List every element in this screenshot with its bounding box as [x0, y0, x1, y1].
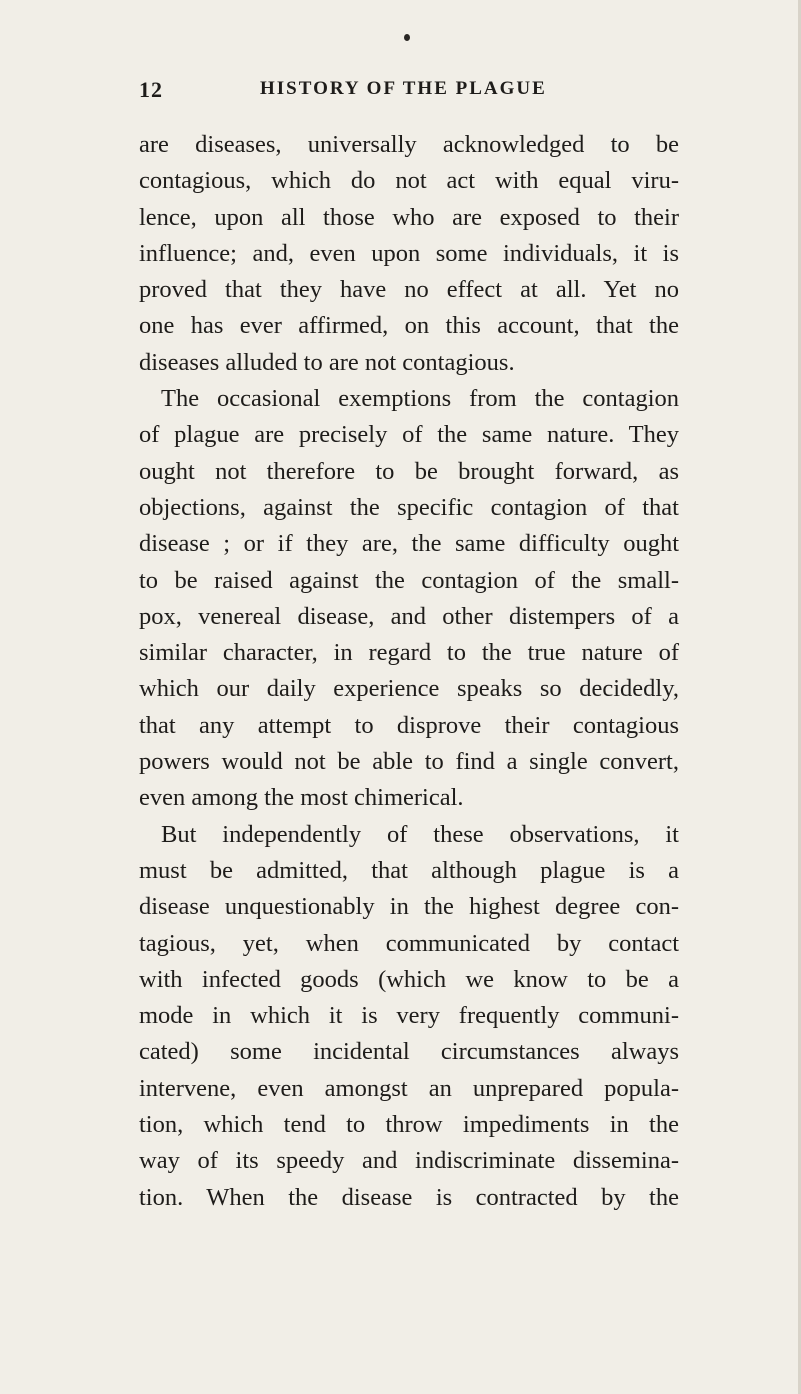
text-line: contagious, which do not act with equal viru- [139, 167, 679, 195]
text-line: cated) some incidental circumstances always [139, 1038, 679, 1066]
page-header [0, 77, 801, 107]
text-line: tion. When the disease is contracted by the [139, 1183, 679, 1211]
text-line: ought not therefore to be brought forward, as [139, 457, 679, 485]
text-line: disease unquestionably in the highest degree con- [139, 893, 679, 921]
text-line: even among the most chimerical. [139, 784, 464, 812]
text-line: proved that they have no effect at all. Yet no [139, 276, 679, 304]
text-line: way of its speedy and indiscriminate dissemina- [139, 1147, 679, 1175]
text-line: objections, against the specific contagion of that [139, 493, 679, 521]
text-line: influence; and, even upon some individuals, it is [139, 239, 679, 267]
text-line: intervene, even amongst an unprepared popula- [139, 1074, 679, 1102]
text-line: powers would not be able to find a single convert, [139, 748, 679, 776]
text-line: tion, which tend to throw impediments in the [139, 1111, 679, 1139]
text-line: lence, upon all those who are exposed to their [139, 203, 679, 231]
body-text [139, 127, 679, 1216]
text-line: of plague are precisely of the same nature. They [139, 421, 679, 449]
text-line: are diseases, universally acknowledged to be [139, 131, 679, 158]
text-line: diseases alluded to are not contagious. [139, 348, 515, 376]
text-line: must be admitted, that although plague is a [139, 856, 679, 884]
text-line: mode in which it is very frequently communi- [139, 1002, 679, 1030]
text-line: similar character, in regard to the true nature of [139, 639, 679, 667]
text-line: disease ; or if they are, the same difficulty ought [139, 530, 679, 558]
running-title: HISTORY OF THE PLAGUE [260, 78, 547, 99]
paragraph-start-line: But independently of these observations, it [161, 820, 679, 848]
ink-dot [404, 34, 410, 41]
page-number: 12 [139, 77, 163, 102]
text-line: pox, venereal disease, and other distempers of a [139, 602, 679, 630]
text-line: one has ever affirmed, on this account, that the [139, 312, 679, 340]
text-line: that any attempt to disprove their contagious [139, 711, 679, 739]
text-line: which our daily experience speaks so decidedly, [139, 675, 679, 703]
text-line: tagious, yet, when communicated by contact [139, 929, 679, 957]
text-line: with infected goods (which we know to be a [139, 965, 679, 993]
paragraph-start-line: The occasional exemptions from the contagion [161, 385, 679, 413]
text-line: to be raised against the contagion of the small- [139, 566, 679, 594]
